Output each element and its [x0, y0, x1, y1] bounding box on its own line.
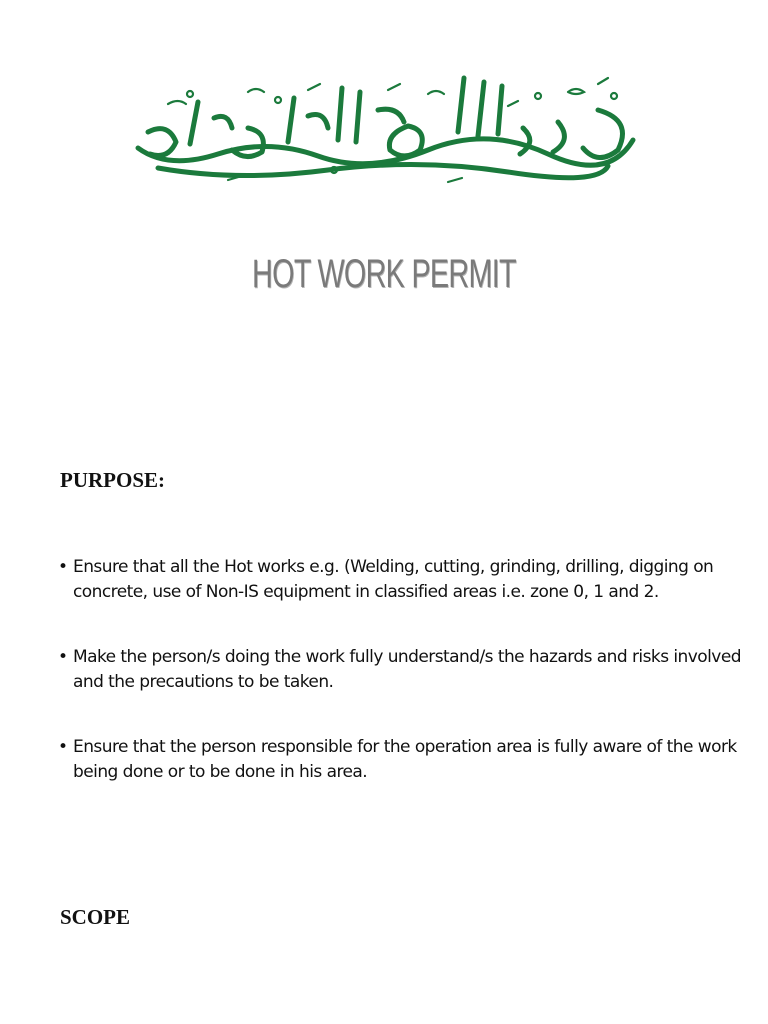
bullet-text: Ensure that all the Hot works e.g. (Welding, cutting, grinding, drilling, digging on concrete, use of Non-IS equipment in classified areas i.e. zone 0, 1 and 2.: [73, 557, 714, 602]
bullet-dot-icon: •: [58, 557, 68, 577]
bismillah-calligraphy-art: [128, 70, 642, 188]
bullet-text: Ensure that the person responsible for the operation area is fully aware of the work being done or to be done in his area.: [73, 737, 737, 782]
purpose-bullet-list: [58, 555, 748, 825]
bullet-text: Make the person/s doing the work fully understand/s the hazards and risks involved and the precautions to be taken.: [73, 647, 741, 692]
bismillah-calligraphy: [128, 70, 642, 188]
purpose-heading: PURPOSE:: [60, 468, 165, 492]
bullet-item: [58, 735, 748, 784]
bullet-item: [58, 645, 748, 694]
document-title: HOT WORK PERMIT: [252, 252, 516, 296]
scope-heading: SCOPE: [60, 905, 131, 929]
bullet-item: [58, 555, 748, 604]
bullet-dot-icon: •: [58, 647, 68, 667]
bullet-dot-icon: •: [58, 737, 68, 757]
